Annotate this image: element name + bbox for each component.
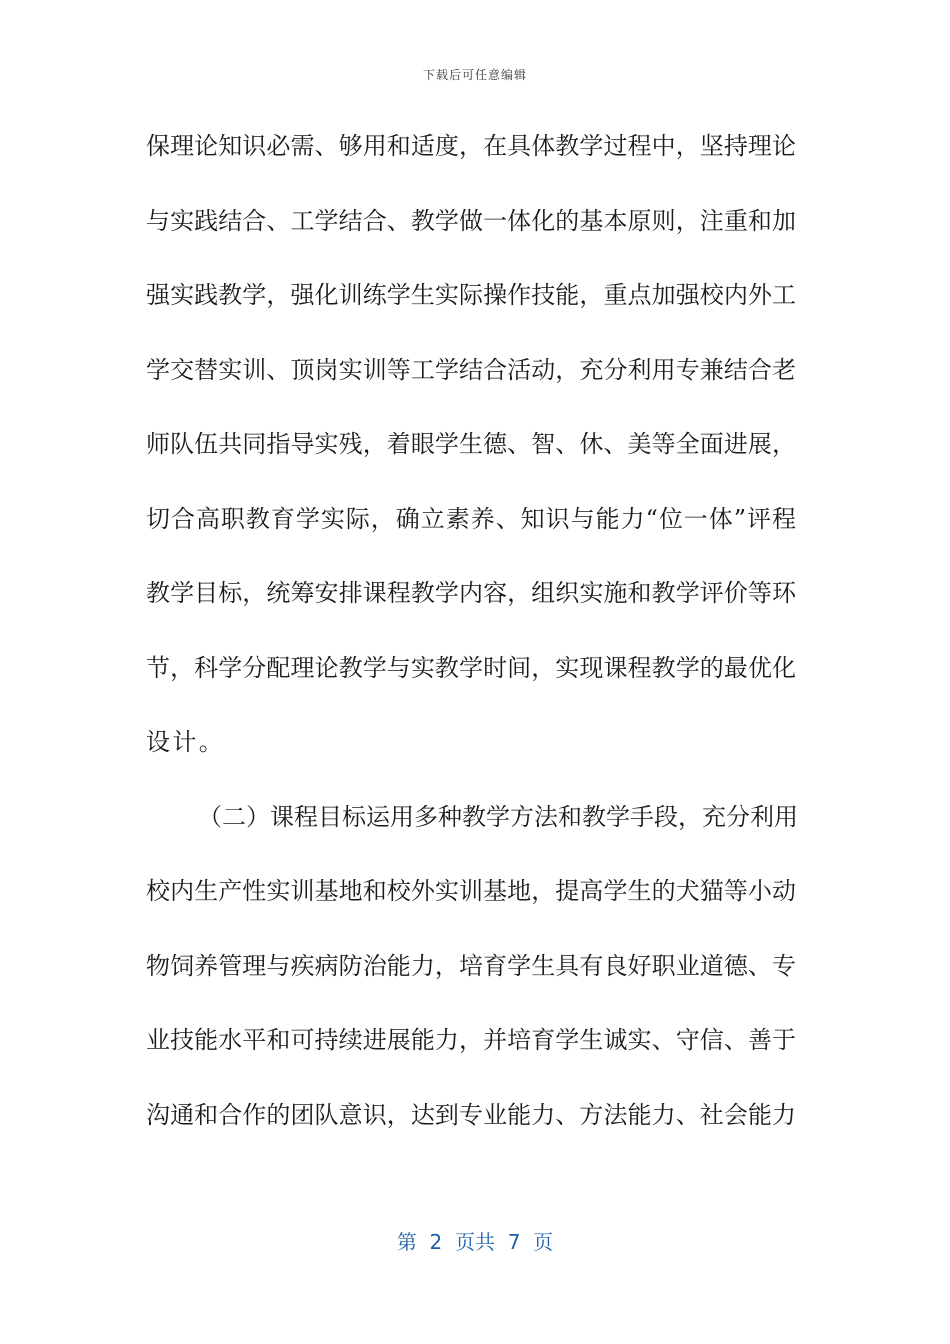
body-line: 保理论知识必需、够用和适度，在具体教学过程中，坚持理论 [146,132,796,160]
body-line: 教学目标，统筹安排课程教学内容，组织实施和教学评价等环 [146,579,796,607]
body-line: 学交替实训、顶岗实训等工学结合活动，充分利用专兼结合老 [146,355,796,384]
body-line: 节，科学分配理论教学与实教学时间，实现课程教学的最优化 [146,653,796,682]
body-line: 沟通和合作的团队意识，达到专业能力、方法能力、社会能力 [146,1100,796,1129]
document-body [146,126,796,1169]
page-header: 下载后可任意编辑 [422,68,527,82]
paragraph-start-line: （二）课程目标运用多种教学方法和教学手段，充分利用 [198,802,798,831]
body-line: 业技能水平和可持续进展能力，并培育学生诚实、守信、善于 [146,1026,796,1054]
body-line: 设计。 [146,728,226,756]
body-line: 物饲养管理与疾病防治能力，培育学生具有良好职业道德、专 [146,951,796,980]
body-line: 与实践结合、工学结合、教学做一体化的基本原则，注重和加 [146,206,796,235]
body-line: 师队伍共同指导实残，着眼学生德、智、休、美等全面进展， [146,430,796,458]
body-line: 校内生产性实训基地和校外实训基地，提高学生的犬猫等小动 [146,877,796,905]
body-line: 强实践教学，强化训练学生实际操作技能，重点加强校内外工 [146,281,796,309]
body-line: 切合高职教育学实际，确立素养、知识与能力“位一体”评程 [146,504,796,533]
page-number-footer: 第 2 页共 7 页 [396,1230,554,1254]
